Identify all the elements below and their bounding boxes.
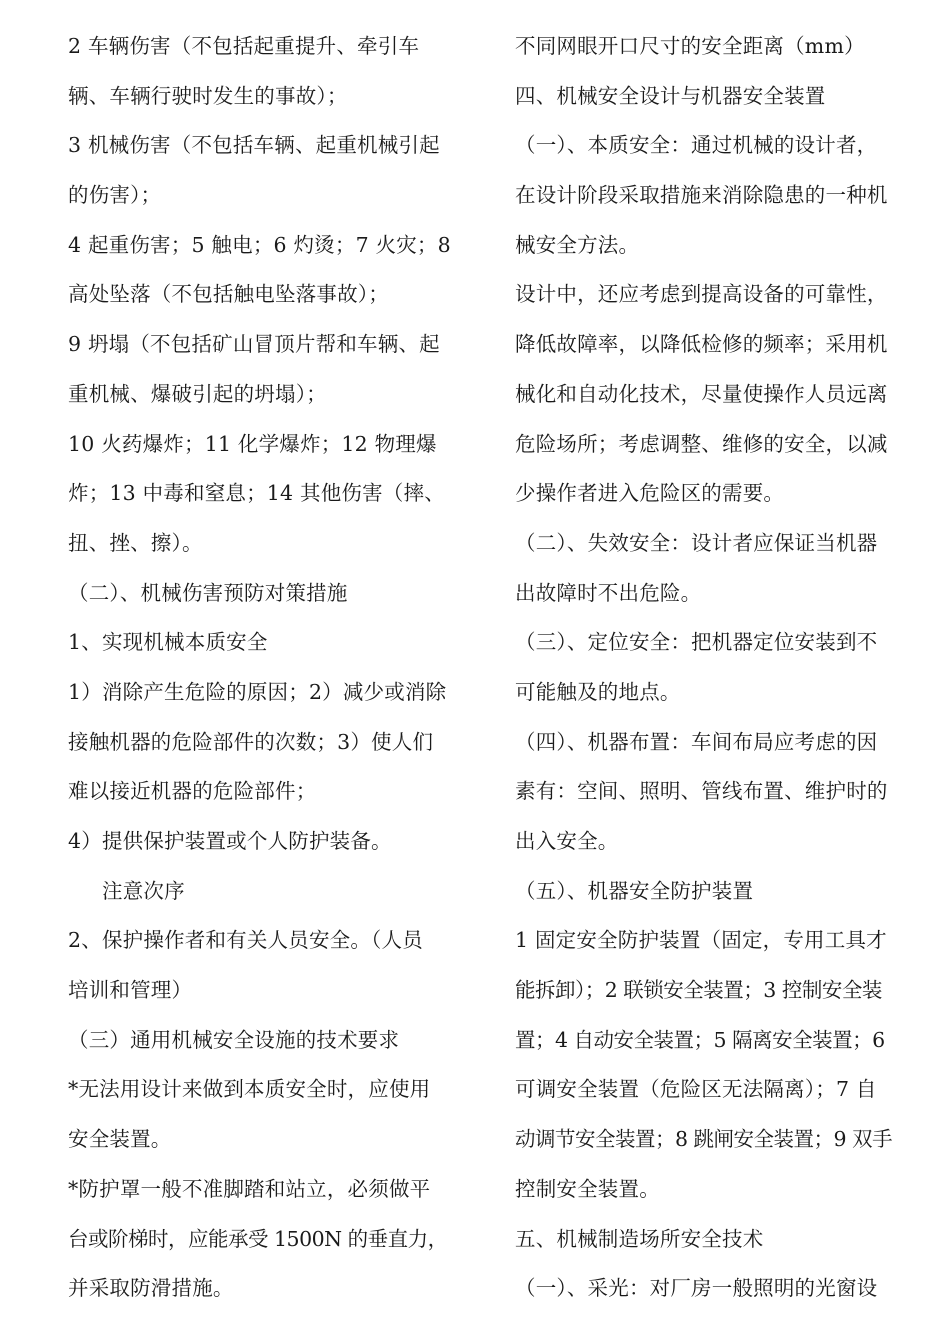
section-heading: 五、机械制造场所安全技术 — [515, 1226, 764, 1251]
text-line: 出入安全。 — [515, 829, 619, 853]
note-line: 注意次序 — [102, 878, 185, 903]
text-line: 重机械、爆破引起的坍塌）； — [68, 381, 327, 406]
text-line: 降低故障率，以降低检修的频率；采用机 — [515, 332, 888, 357]
text-line: 动调节安全装置；8 跳闸安全装置；9 双手 — [515, 1127, 893, 1152]
text-line: 危险场所；考虑调整、维修的安全，以减 — [515, 431, 888, 456]
text-line: 扭、挫、擦）。 — [68, 530, 203, 555]
subsection-heading: 2、保护操作者和有关人员安全。（人员 — [68, 928, 423, 953]
text-line: 并采取防滑措施。 — [68, 1276, 234, 1301]
text-line: （一）、采光：对厂房一般照明的光窗设 — [515, 1276, 878, 1301]
text-line: 的伤害）； — [68, 183, 162, 208]
text-line: 可能触及的地点。 — [515, 679, 681, 704]
text-line: 安全装置。 — [68, 1127, 172, 1152]
text-line: 辆、车辆行驶时发生的事故）； — [68, 83, 348, 108]
text-line: 4 起重伤害；5 触电；6 灼烫；7 火灾；8 — [68, 232, 451, 257]
text-line: 在设计阶段采取措施来消除隐患的一种机 — [515, 183, 888, 208]
section-heading: 四、机械安全设计与机器安全装置 — [515, 83, 826, 108]
text-line: 2 车辆伤害（不包括起重提升、牵引车 — [68, 34, 420, 58]
text-line: 接触机器的危险部件的次数；3）使人们 — [68, 729, 434, 754]
text-line: 械化和自动化技术，尽量使操作人员远离 — [515, 381, 888, 406]
section-heading: （五）、机器安全防护装置 — [515, 878, 754, 903]
text-line: *防护罩一般不准脚踏和站立，必须做平 — [68, 1176, 431, 1201]
text-line: 设计中，还应考虑到提高设备的可靠性， — [515, 282, 888, 307]
text-line: 能拆卸）；2 联锁安全装置；3 控制安全装 — [515, 978, 882, 1003]
text-line: 培训和管理） — [68, 978, 193, 1003]
right-column — [515, 22, 935, 1314]
text-line: 出故障时不出危险。 — [515, 580, 702, 605]
left-column — [68, 22, 486, 1314]
text-line: （二）、失效安全：设计者应保证当机器 — [515, 530, 878, 555]
text-line: 炸；13 中毒和窒息；14 其他伤害（摔、 — [68, 481, 445, 506]
text-line: 台或阶梯时，应能承受 1500N 的垂直力， — [68, 1226, 448, 1251]
text-line: 4）提供保护装置或个人防护装备。 — [68, 829, 392, 853]
text-line: 10 火药爆炸；11 化学爆炸；12 物理爆 — [68, 431, 437, 456]
text-line: 难以接近机器的危险部件； — [68, 779, 317, 804]
text-line: 高处坠落（不包括触电坠落事故）； — [68, 282, 389, 307]
text-line: （一）、本质安全：通过机械的设计者， — [515, 133, 878, 158]
text-line: 不同网眼开口尺寸的安全距离（mm） — [515, 34, 865, 58]
text-line: *无法用设计来做到本质安全时，应使用 — [68, 1077, 431, 1102]
text-line: 1 固定安全防护装置（固定，专用工具才 — [515, 928, 887, 953]
text-line: 素有：空间、照明、管线布置、维护时的 — [515, 779, 888, 804]
section-heading: （三）通用机械安全设施的技术要求 — [68, 1027, 400, 1052]
text-line: 3 机械伤害（不包括车辆、起重机械引起 — [68, 133, 440, 158]
text-line: 控制安全装置。 — [515, 1176, 660, 1201]
section-heading: （二）、机械伤害预防对策措施 — [68, 580, 348, 605]
text-line: （四）、机器布置：车间布局应考虑的因 — [515, 729, 878, 754]
text-line: 可调安全装置（危险区无法隔离）；7 自 — [515, 1077, 877, 1102]
text-line: （三）、定位安全：把机器定位安装到不 — [515, 630, 878, 655]
text-line: 少操作者进入危险区的需要。 — [515, 481, 785, 506]
text-line: 9 坍塌（不包括矿山冒顶片帮和车辆、起 — [68, 332, 440, 357]
subsection-heading: 1、实现机械本质安全 — [68, 630, 268, 655]
text-line: 1）消除产生危险的原因；2）减少或消除 — [68, 679, 447, 704]
text-line: 械安全方法。 — [515, 232, 640, 257]
text-line: 置；4 自动安全装置；5 隔离安全装置；6 — [515, 1027, 885, 1052]
